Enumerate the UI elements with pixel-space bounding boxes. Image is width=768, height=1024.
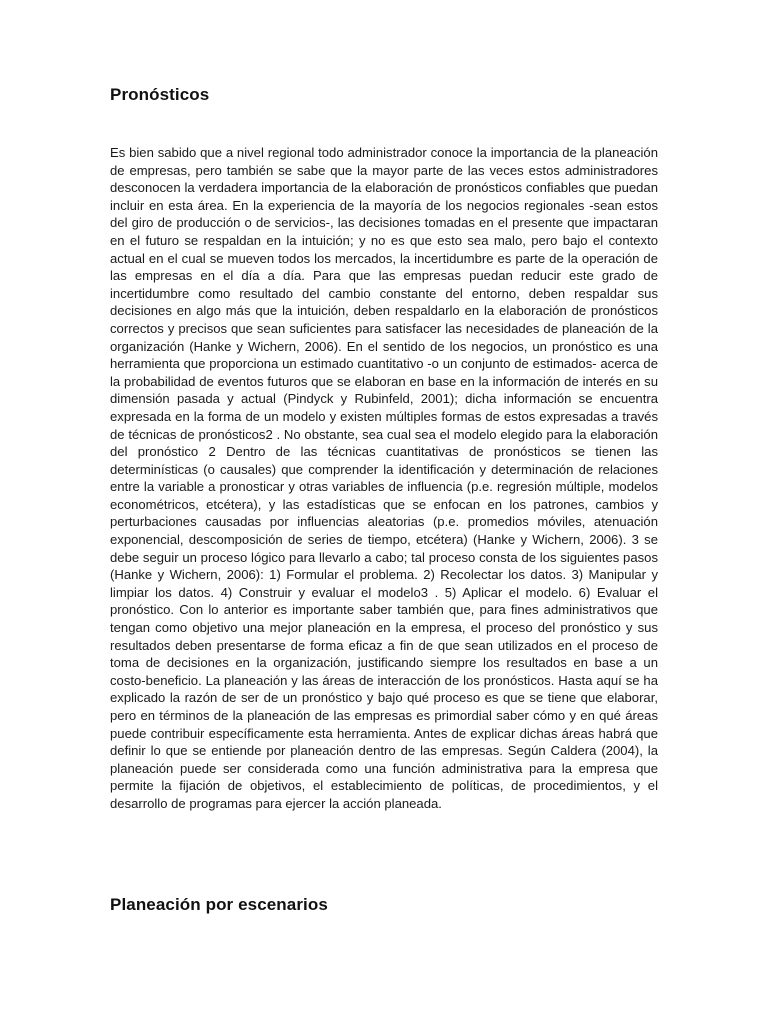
- section-heading: Planeación por escenarios: [110, 895, 328, 914]
- page-title: Pronósticos: [110, 85, 210, 104]
- body-paragraph: Es bien sabido que a nivel regional todo administrador conoce la importancia de la planeación de empresas, pero también se sabe que la mayor parte de las veces estos administradores desconocen la verdadera importancia de la elaboración de pronósticos confiables que puedan incluir en esta área. En la experiencia de la mayoría de los negocios regionales -sean estos del giro de producción o de servicios-, las decisiones tomadas en el presente que impactaran en el futuro se respaldan en la intuición; y no es que esto sea malo, pero bajo el contexto actual en el cual se mueven todos los mercados, la incertidumbre es parte de la operación de las empresas en el día a día. Para que las empresas puedan reducir este grado de incertidumbre como resultado del cambio constante del entorno, deben respaldar sus decisiones en algo más que la intuición, deben respaldarlo en la elaboración de pronósticos correctos y precisos que sean suficientes para satisfacer las necesidades de planeación de la organización (Hanke y Wichern, 2006). En el sentido de los negocios, un pronóstico es una herramienta que proporciona un estimado cuantitativo -o un conjunto de estimados- acerca de la probabilidad de eventos futuros que se elaboran en base en la información de interés en su dimensión pasada y actual (Pindyck y Rubinfeld, 2001); dicha información se encuentra expresada en la forma de un modelo y existen múltiples formas de estos expresadas a través de técnicas de pronósticos2 . No obstante, sea cual sea el modelo elegido para la elaboración del pronóstico 2 Dentro de las técnicas cuantitativas de pronósticos se tienen las determinísticas (o causales) que comprender la identificación y determinación de relaciones entre la variable a pronosticar y otras variables de influencia (p.e. regresión múltiple, modelos econométricos, etcétera), y las estadísticas que se enfocan en los patrones, cambios y perturbaciones causadas por influencias aleatorias (p.e. promedios móviles, atenuación exponencial, descomposición de series de tiempo, etcétera) (Hanke y Wichern, 2006). 3 se debe seguir un proceso lógico para llevarlo a cabo; tal proceso consta de los siguientes pasos (Hanke y Wichern, 2006): 1) Formular el problema. 2) Recolectar los datos. 3) Manipular y limpiar los datos. 4) Construir y evaluar el modelo3 . 5) Aplicar el modelo. 6) Evaluar el pronóstico. Con lo anterior es importante saber también que, para fines administrativos que tengan como objetivo una mejor planeación en la empresa, el proceso del pronóstico y sus resultados deben presentarse de forma eficaz a fin de que sean utilizados en el proceso de toma de decisiones en la organización, justificando siempre los resultados en base a un costo-beneficio. La planeación y las áreas de interacción de los pronósticos. Hasta aquí se ha explicado la razón de ser de un pronóstico y bajo qué proceso es que se tiene que elaborar, pero en términos de la planeación de las empresas es primordial saber cómo y en qué áreas puede contribuir específicamente esta herramienta. Antes de explicar dichas áreas habrá que definir lo que se entiende por planeación dentro de las empresas. Según Caldera (2004), la planeación puede ser considerada como una función administrativa para la empresa que permite la fijación de objetivos, el establecimiento de políticas, de procedimientos, y el desarrollo de programas para ejercer la acción planeada.: [110, 145, 658, 811]
